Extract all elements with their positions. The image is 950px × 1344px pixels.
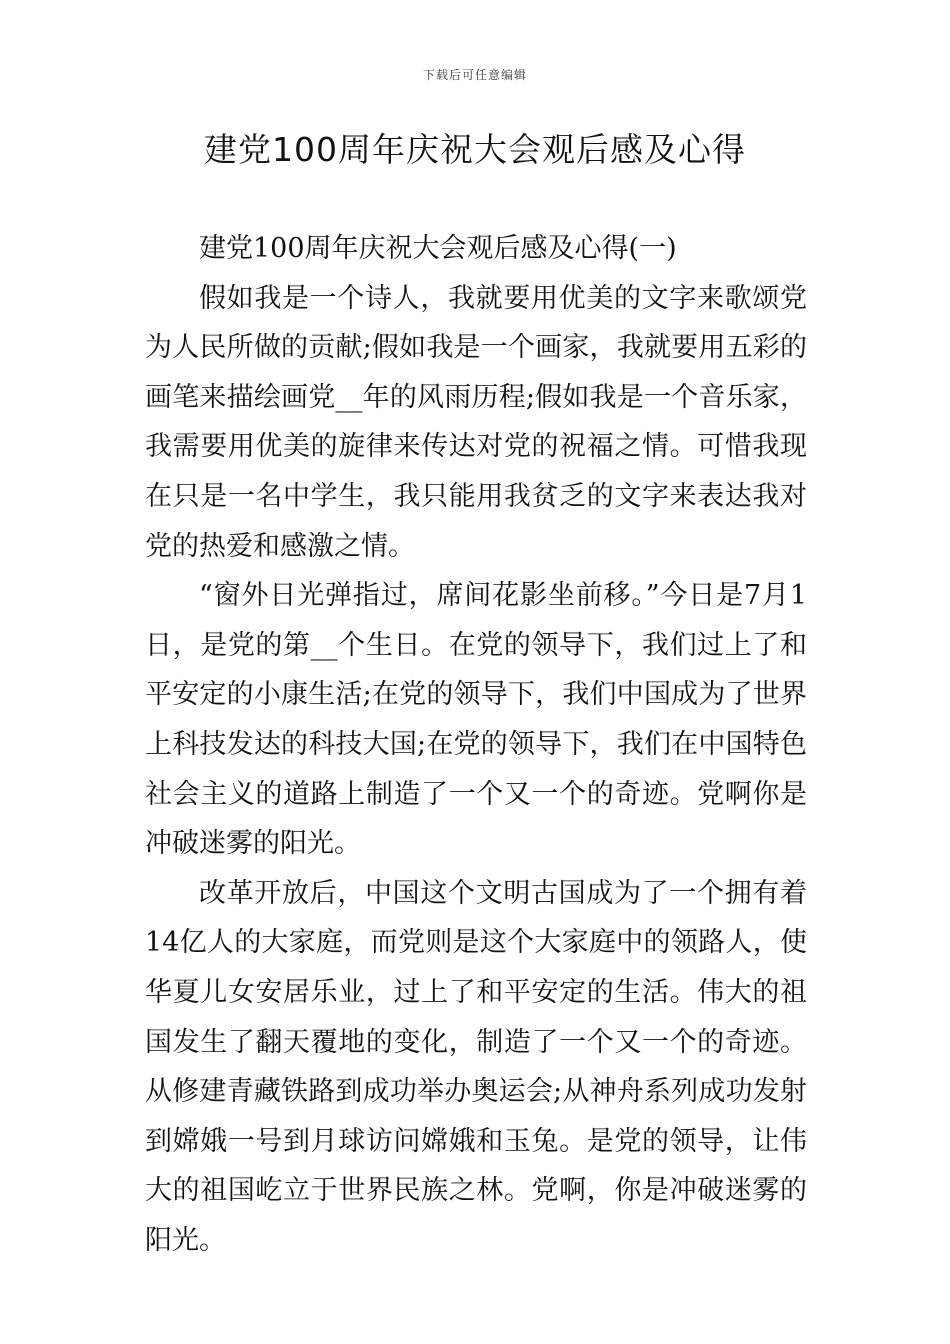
paragraph: “窗外日光弹指过，席间花影坐前移。”今日是7月1日，是党的第__个生日。在党的领导下，我们过上了和平安定的小康生活;在党的领导下，我们中国成为了世界上科技发达的科技大国;在党的领导下，我们在中国特色社会主义的道路上制造了一个又一个的奇迹。党啊你是冲破迷雾的阳光。 [145, 580, 807, 860]
section-heading: 建党100周年庆祝大会观后感及心得(一) [199, 233, 677, 264]
document-body [145, 224, 807, 1265]
header-note: 下载后可任意编辑 [422, 68, 527, 82]
paragraph: 改革开放后，中国这个文明古国成为了一个拥有着14亿人的大家庭，而党则是这个大家庭中的领路人，使华夏儿女安居乐业，过上了和平安定的生活。伟大的祖国发生了翻天覆地的变化，制造了一个又一个的奇迹。从修建青藏铁路到成功举办奥运会;从神舟系列成功发射到嫦娥一号到月球访问嫦娥和玉兔。是党的领导，让伟大的祖国屹立于世界民族之林。党啊，你是冲破迷雾的阳光。 [145, 877, 807, 1256]
document-title: 建党100周年庆祝大会观后感及心得 [204, 130, 746, 169]
paragraph: 假如我是一个诗人，我就要用优美的文字来歌颂党为人民所做的贡献;假如我是一个画家，我就要用五彩的画笔来描绘画党__年的风雨历程;假如我是一个音乐家，我需要用优美的旋律来传达对党的祝福之情。可惜我现在只是一名中学生，我只能用我贫乏的文字来表达我对党的热爱和感激之情。 [145, 282, 807, 562]
